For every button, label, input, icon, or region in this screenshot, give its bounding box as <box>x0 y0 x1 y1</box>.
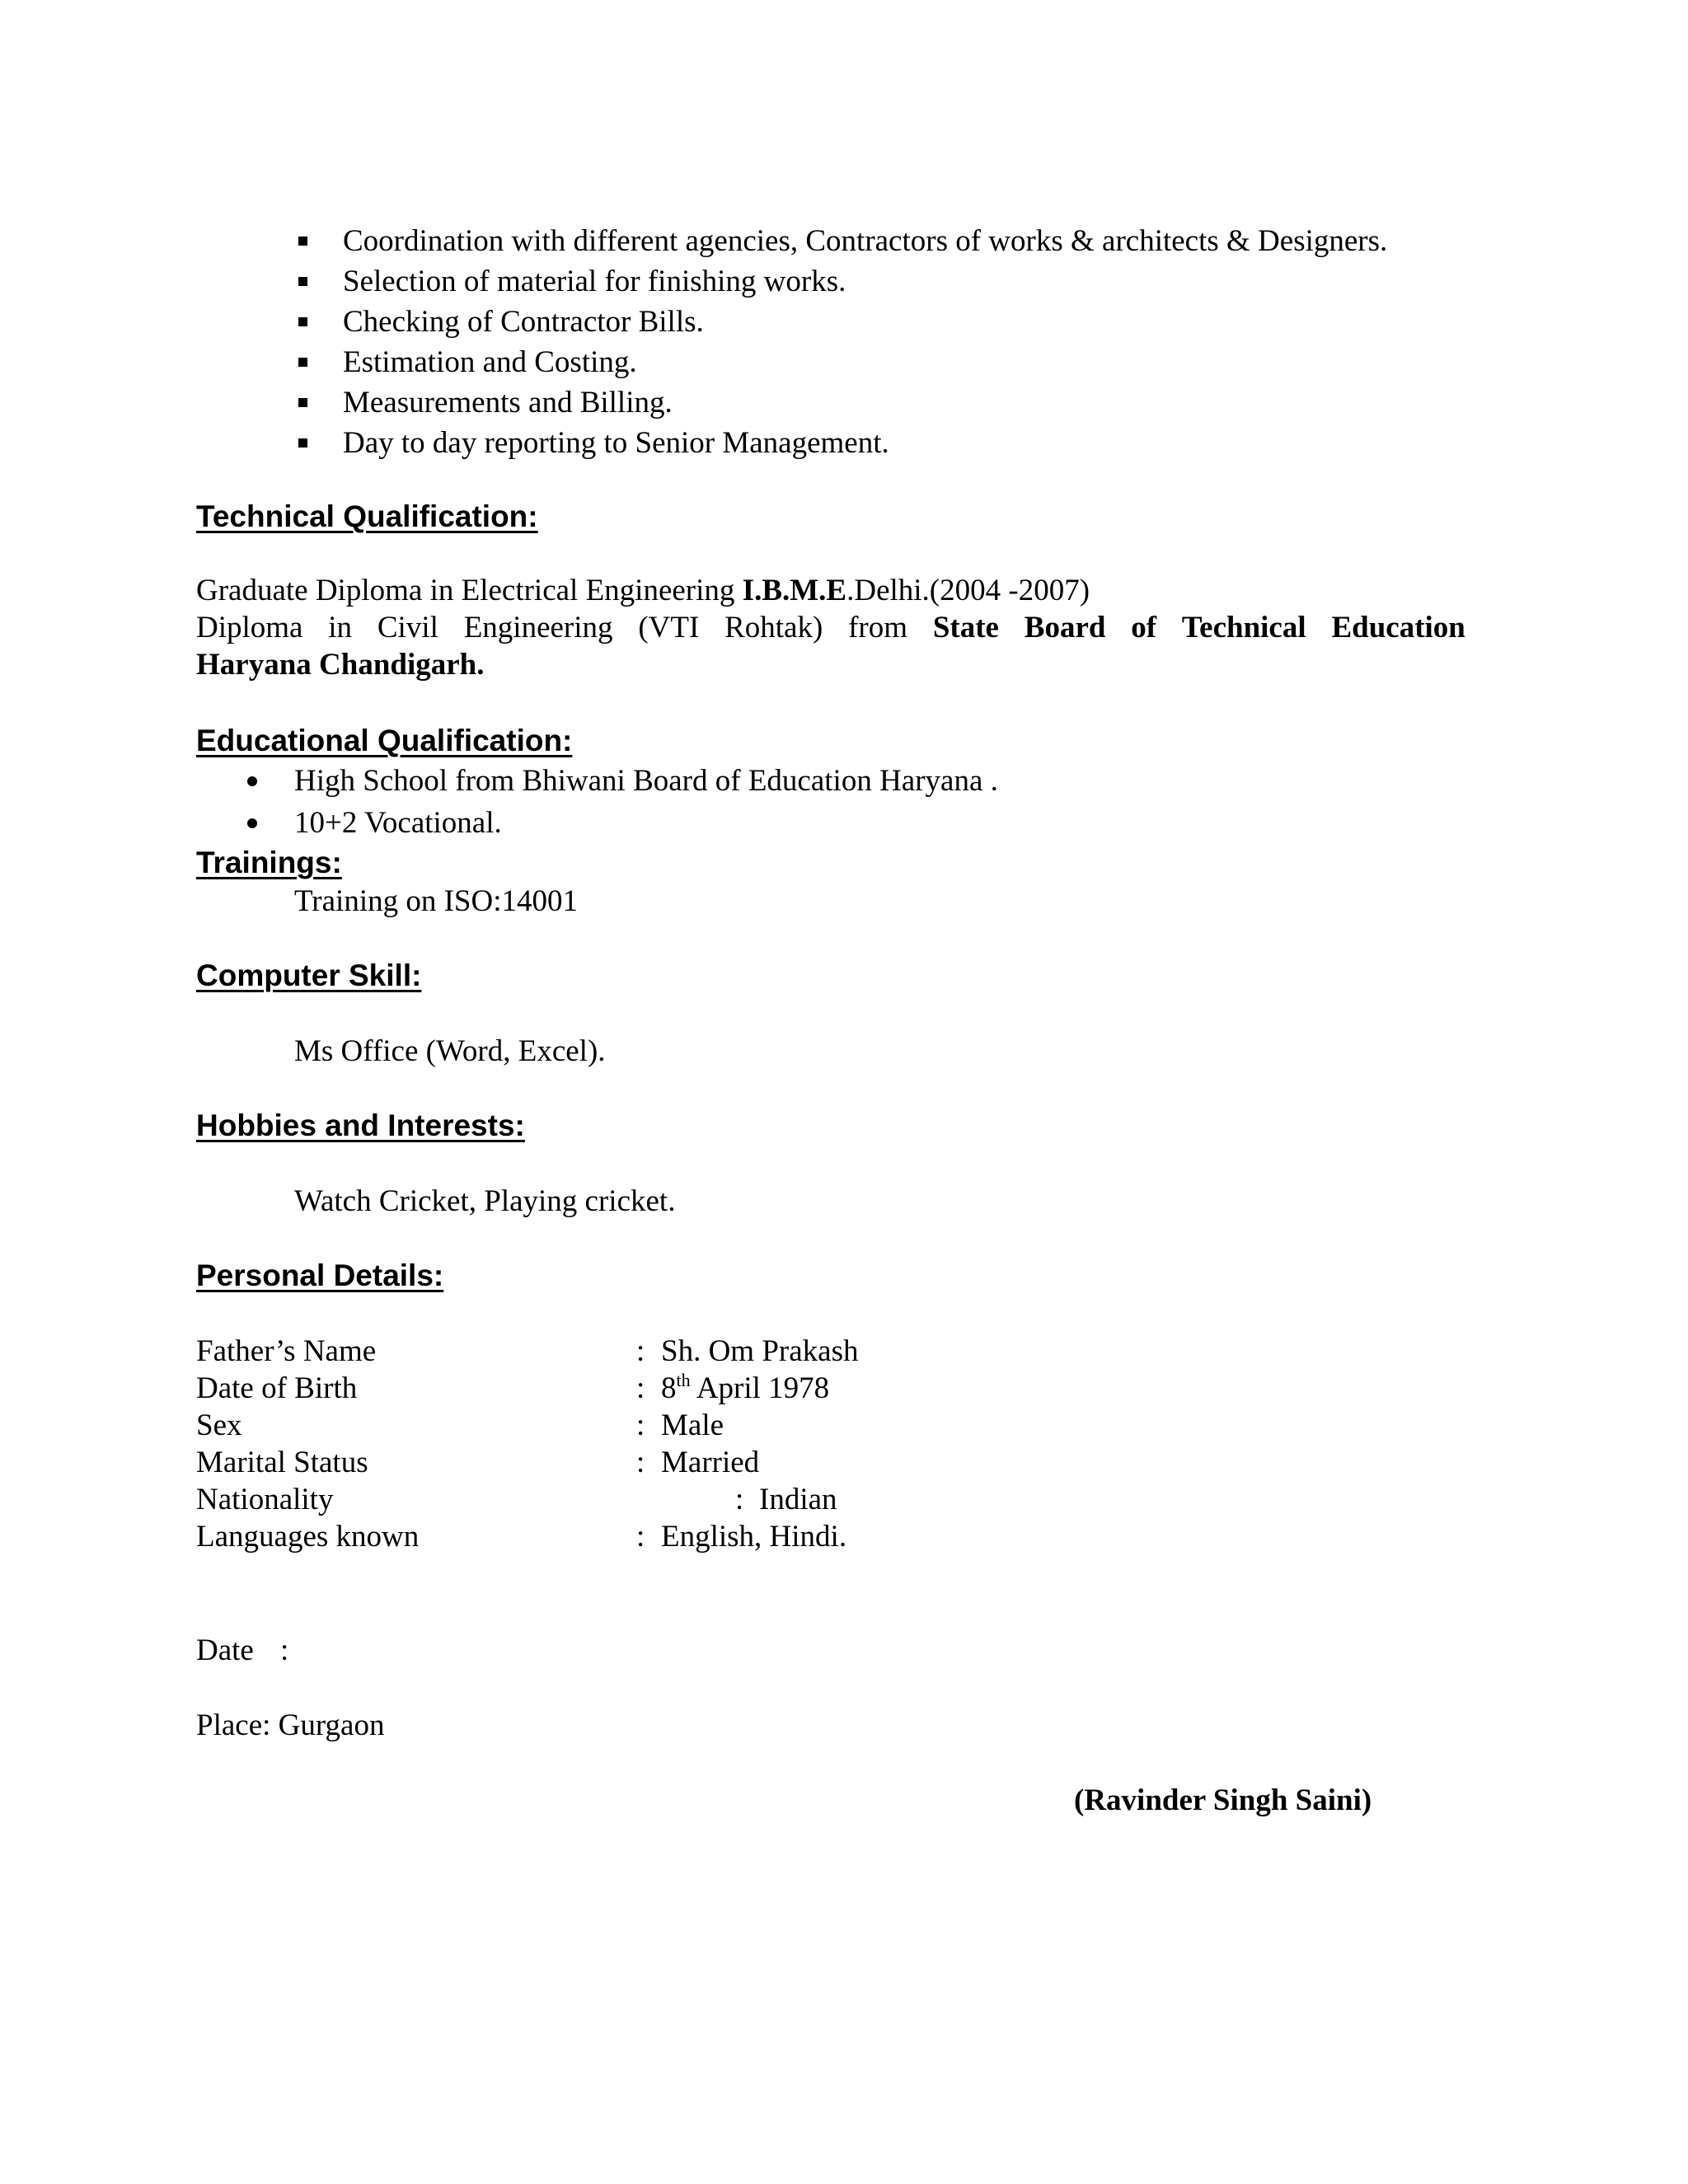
word-bold: Technical <box>1181 611 1306 644</box>
separator: : <box>636 1520 645 1554</box>
trainings-heading: Trainings: <box>196 846 342 879</box>
languages-value: English, Hindi. <box>661 1520 847 1554</box>
place-text: Place: Gurgaon <box>196 1708 385 1742</box>
separator: : <box>636 1371 645 1405</box>
word-bold: Board <box>1024 611 1106 644</box>
marital-status-value: Married <box>661 1446 760 1479</box>
separator: : <box>636 1446 645 1479</box>
list-item-text: Coordination with different agencies, Contractors of works & architects & Designers. <box>343 224 1388 258</box>
institute-name: I.B.M.E <box>742 574 847 607</box>
word: Engineering <box>463 611 613 644</box>
word: Rohtak) <box>724 611 823 644</box>
square-bullet-icon <box>298 237 307 246</box>
personal-details-heading: Personal Details: <box>196 1258 444 1292</box>
signature-name: (Ravinder Singh Saini) <box>1074 1783 1372 1817</box>
technical-line-2 <box>196 609 1465 646</box>
word: Diploma <box>196 611 303 644</box>
hobbies-text: Watch Cricket, Playing cricket. <box>294 1184 676 1218</box>
round-bullet-icon <box>247 776 257 786</box>
sex-label: Sex <box>196 1408 242 1442</box>
word: (VTI <box>638 611 700 644</box>
technical-qualification-heading: Technical Qualification: <box>196 499 538 533</box>
dob-value <box>661 1370 829 1407</box>
list-item-text: 10+2 Vocational. <box>294 806 502 840</box>
list-item-text: Selection of material for finishing works. <box>343 265 846 298</box>
word: from <box>848 611 908 644</box>
dob-rest: April 1978 <box>690 1371 830 1405</box>
nationality-label: Nationality <box>196 1483 334 1516</box>
sex-value: Male <box>661 1408 724 1442</box>
dob-day: 8 <box>661 1371 677 1405</box>
word: Civil <box>377 611 438 644</box>
square-bullet-icon <box>298 398 307 407</box>
list-item-text: Day to day reporting to Senior Management. <box>343 426 889 460</box>
nationality-value: Indian <box>759 1483 837 1516</box>
fathers-name-value: Sh. Om Prakash <box>661 1334 859 1368</box>
educational-qualification-heading: Educational Qualification: <box>196 724 573 757</box>
date-label: Date <box>196 1633 254 1667</box>
computer-skill-text: Ms Office (Word, Excel). <box>294 1034 606 1068</box>
square-bullet-icon <box>298 317 307 326</box>
technical-line-1 <box>196 572 1090 609</box>
dob-label: Date of Birth <box>196 1371 358 1405</box>
date-colon: : <box>280 1633 289 1667</box>
list-item-text: High School from Bhiwani Board of Education Haryana . <box>294 764 998 798</box>
square-bullet-icon <box>298 358 307 367</box>
fathers-name-label: Father’s Name <box>196 1334 377 1368</box>
round-bullet-icon <box>247 818 257 828</box>
trainings-text: Training on ISO:14001 <box>294 884 579 918</box>
technical-line-1-text: Graduate Diploma in Electrical Engineering <box>196 574 743 607</box>
technical-line-3: Haryana Chandigarh. <box>196 648 485 682</box>
computer-skill-heading: Computer Skill: <box>196 958 422 992</box>
word: in <box>328 611 353 644</box>
marital-status-label: Marital Status <box>196 1446 368 1479</box>
separator: : <box>636 1408 645 1442</box>
list-item-text: Measurements and Billing. <box>343 386 673 419</box>
word-bold: Education <box>1331 611 1465 644</box>
dob-suffix: th <box>676 1370 691 1390</box>
word-bold: State <box>932 611 999 644</box>
separator: : <box>735 1483 744 1516</box>
word-bold: of <box>1131 611 1157 644</box>
languages-label: Languages known <box>196 1520 420 1554</box>
square-bullet-icon <box>298 277 307 286</box>
technical-line-1-tail: .Delhi.(2004 -2007) <box>846 574 1090 607</box>
separator: : <box>636 1334 645 1368</box>
list-item-text: Estimation and Costing. <box>343 345 637 379</box>
square-bullet-icon <box>298 438 307 448</box>
hobbies-heading: Hobbies and Interests: <box>196 1108 525 1142</box>
list-item-text: Checking of Contractor Bills. <box>343 305 704 339</box>
